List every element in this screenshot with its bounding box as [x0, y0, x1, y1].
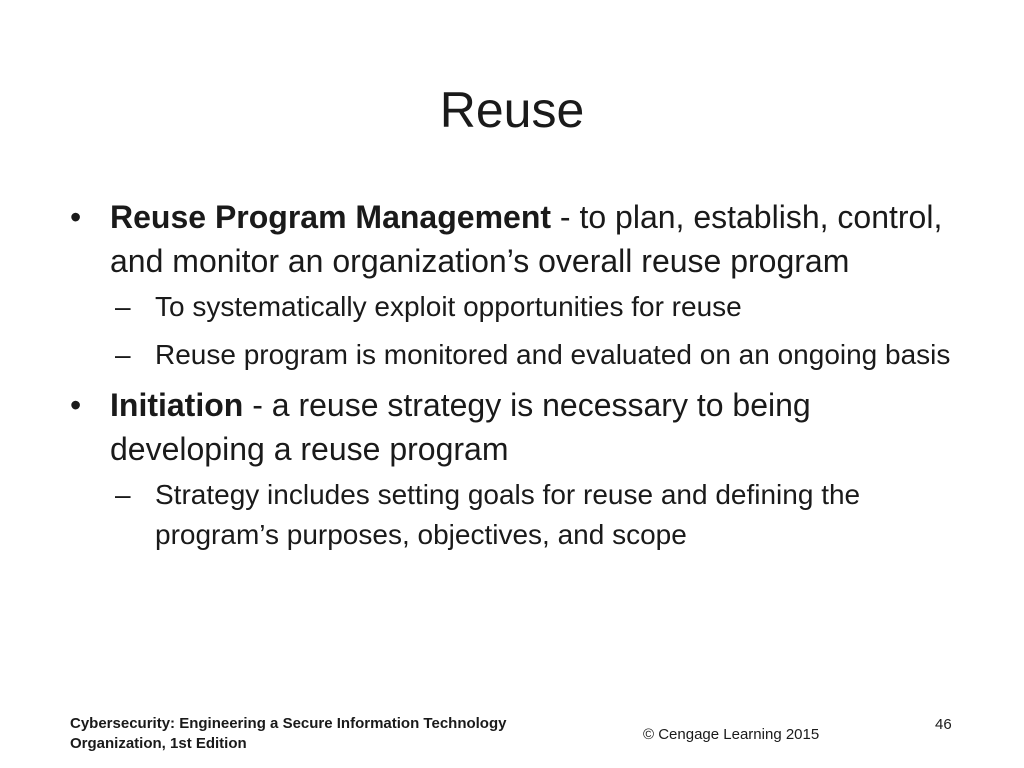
- bullet-marker: •: [70, 387, 82, 423]
- sub-bullet-text: Reuse program is monitored and evaluated on an ongoing basis: [155, 339, 951, 370]
- slide-content: [70, 195, 970, 563]
- bullet-item: [70, 383, 970, 471]
- bullet-text: - to plan, establish, control, and monitor an organization’s overall reuse program: [110, 199, 943, 279]
- bullet-item: [70, 195, 970, 283]
- slide-title: Reuse: [439, 82, 585, 138]
- footer-copyright: © Cengage Learning 2015: [643, 726, 820, 743]
- sub-bullet-marker: –: [115, 339, 131, 370]
- sub-bullet-text: Strategy includes setting goals for reuse and defining the program’s purposes, objectives, and scope: [155, 479, 861, 550]
- bullet-marker: •: [70, 199, 82, 235]
- bullet-text: - a reuse strategy is necessary to being developing a reuse program: [110, 387, 811, 467]
- sub-bullet-text: To systematically exploit opportunities for reuse: [155, 291, 742, 322]
- bullet-term: Reuse Program Management: [110, 199, 552, 235]
- sub-bullet-item: [115, 287, 970, 327]
- sub-bullet-item: [115, 335, 970, 375]
- footer-book-line-2: Organization, 1st Edition: [70, 735, 247, 752]
- page-number: 46: [935, 716, 952, 733]
- sub-bullet-marker: –: [115, 479, 131, 510]
- sub-bullet-marker: –: [115, 291, 131, 322]
- footer-book-title: [70, 714, 590, 754]
- footer-book-line-1: Cybersecurity: Engineering a Secure Information Technology: [70, 715, 507, 732]
- sub-bullet-item: [115, 475, 970, 555]
- bullet-term: Initiation: [110, 387, 244, 423]
